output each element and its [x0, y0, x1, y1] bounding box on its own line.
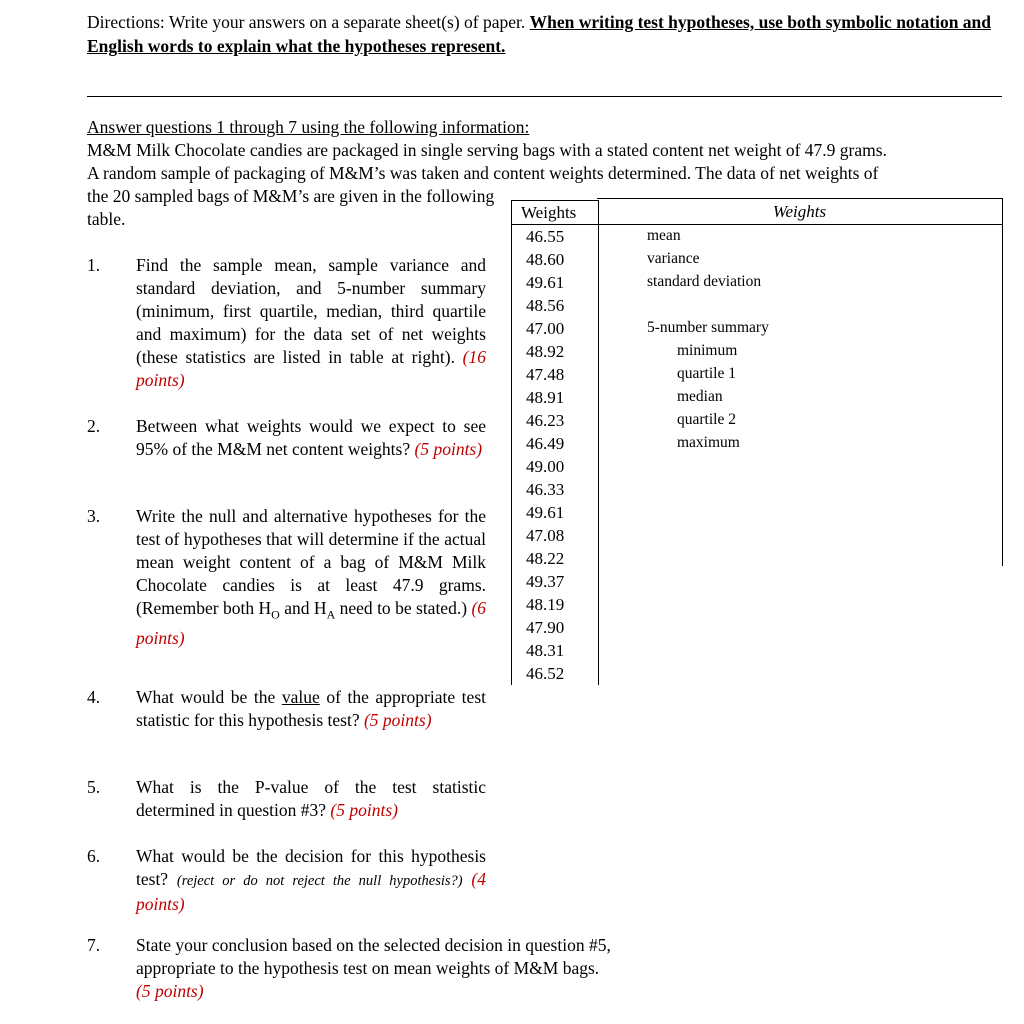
- divider: [87, 96, 1002, 97]
- question-note: (reject or do not reject the null hypothesis?): [176, 873, 463, 889]
- weight-cell: 49.37: [526, 572, 565, 591]
- question-text: What would be the decision for this hypothesis test?: [136, 846, 486, 889]
- question-text: Between what weights would we expect to see 95% of the M&M net content weights?: [136, 416, 486, 459]
- weight-cell: 47.00: [526, 319, 565, 338]
- weight-cell: 46.49: [526, 434, 565, 453]
- weight-cell: 47.90: [526, 618, 565, 637]
- stats-row-maximum: maximum: [677, 434, 740, 451]
- weight-cell: 48.92: [526, 342, 565, 361]
- question-number: 6.: [87, 846, 101, 866]
- stats-row-5-number: 5-number summary: [647, 319, 769, 336]
- question-text-b: and H: [279, 598, 327, 618]
- intro-line-2: A random sample of packaging of M&M’s was taken and content weights determined. The data of net weights of: [87, 163, 879, 183]
- weight-cell: 47.48: [526, 365, 565, 384]
- weight-cell: 48.19: [526, 595, 565, 614]
- stats-row-median: median: [677, 388, 723, 405]
- question-number: 3.: [87, 506, 101, 526]
- question-points: (6 points): [136, 598, 487, 648]
- stats-header: Weights: [597, 198, 1002, 225]
- underlined-word: value: [281, 687, 320, 707]
- question-points: (4 points): [136, 869, 486, 914]
- question-text-b: of the appropriate test statistic for this hypothesis test?: [136, 687, 486, 730]
- question-text: Write the null and alternative hypotheses for the test of hypotheses that will determine if the actual mean weight content of a bag of M&M Milk Chocolate candies is at least 47.9 grams. (Remember both H: [136, 506, 486, 618]
- question-points: (5 points): [136, 981, 204, 1001]
- question-number: 2.: [87, 416, 101, 436]
- question-text: What is the P-value of the test statistic determined in question #3?: [136, 777, 486, 820]
- weight-cell: 49.61: [526, 503, 565, 522]
- weight-cell: 48.91: [526, 388, 565, 407]
- directions-text: Directions: Write your answers on a separate sheet(s) of paper.: [87, 12, 530, 32]
- question-text: What would be the: [136, 687, 282, 707]
- directions-bold: When writing test hypotheses, use both symbolic notation and English words to explain what the hypotheses represent.: [87, 12, 992, 56]
- weight-cell: 46.55: [526, 227, 565, 246]
- stats-row-minimum: minimum: [677, 342, 738, 359]
- question-number: 5.: [87, 777, 101, 797]
- question-points: (5 points): [330, 800, 398, 820]
- question-number: 7.: [87, 935, 101, 955]
- question-number: 4.: [87, 687, 101, 707]
- stats-row-quartile-2: quartile 2: [677, 411, 736, 428]
- weights-values: [512, 225, 598, 685]
- stats-row-variance: variance: [647, 250, 700, 267]
- weight-cell: 47.08: [526, 526, 565, 545]
- weight-cell: 48.56: [526, 296, 565, 315]
- weight-cell: 48.31: [526, 641, 565, 660]
- intro-line-3: the 20 sampled bags of M&M’s are given in the following table.: [87, 186, 495, 229]
- question-number: 1.: [87, 255, 101, 275]
- weight-cell: 49.00: [526, 457, 565, 476]
- intro: [87, 116, 1007, 185]
- weights-table: [511, 200, 599, 685]
- stats-row-std-dev: standard deviation: [647, 273, 762, 290]
- weight-cell: 49.61: [526, 273, 565, 292]
- weights-header: Weights: [512, 200, 598, 225]
- question-points: (5 points): [414, 439, 483, 459]
- question-text-c: need to be stated.): [335, 598, 472, 618]
- stats-row-mean: mean: [647, 227, 681, 244]
- question-points: (5 points): [363, 710, 432, 730]
- weight-cell: 46.23: [526, 411, 565, 430]
- question-points: (16 points): [136, 347, 486, 390]
- question-text: State your conclusion based on the selected decision in question #5, appropriate to the hypothesis test on mean weights of M&M bags.: [136, 935, 611, 978]
- weight-cell: 46.52: [526, 664, 565, 683]
- intro-heading: Answer questions 1 through 7 using the following information:: [87, 117, 530, 137]
- intro-line-1: M&M Milk Chocolate candies are packaged in single serving bags with a stated content net weight of 47.9 grams.: [87, 140, 887, 160]
- stats-row-quartile-1: quartile 1: [677, 365, 736, 382]
- subscript-o: O: [271, 607, 280, 622]
- weight-cell: 46.33: [526, 480, 565, 499]
- directions: [87, 10, 1007, 58]
- weight-cell: 48.22: [526, 549, 565, 568]
- subscript-a: A: [326, 607, 336, 622]
- weight-cell: 48.60: [526, 250, 565, 269]
- question-text: Find the sample mean, sample variance and standard deviation, and 5-number summary (minimum, first quartile, median, third quartile and maximum) for the data set of net weights (these statistics are listed in table at right).: [136, 255, 486, 367]
